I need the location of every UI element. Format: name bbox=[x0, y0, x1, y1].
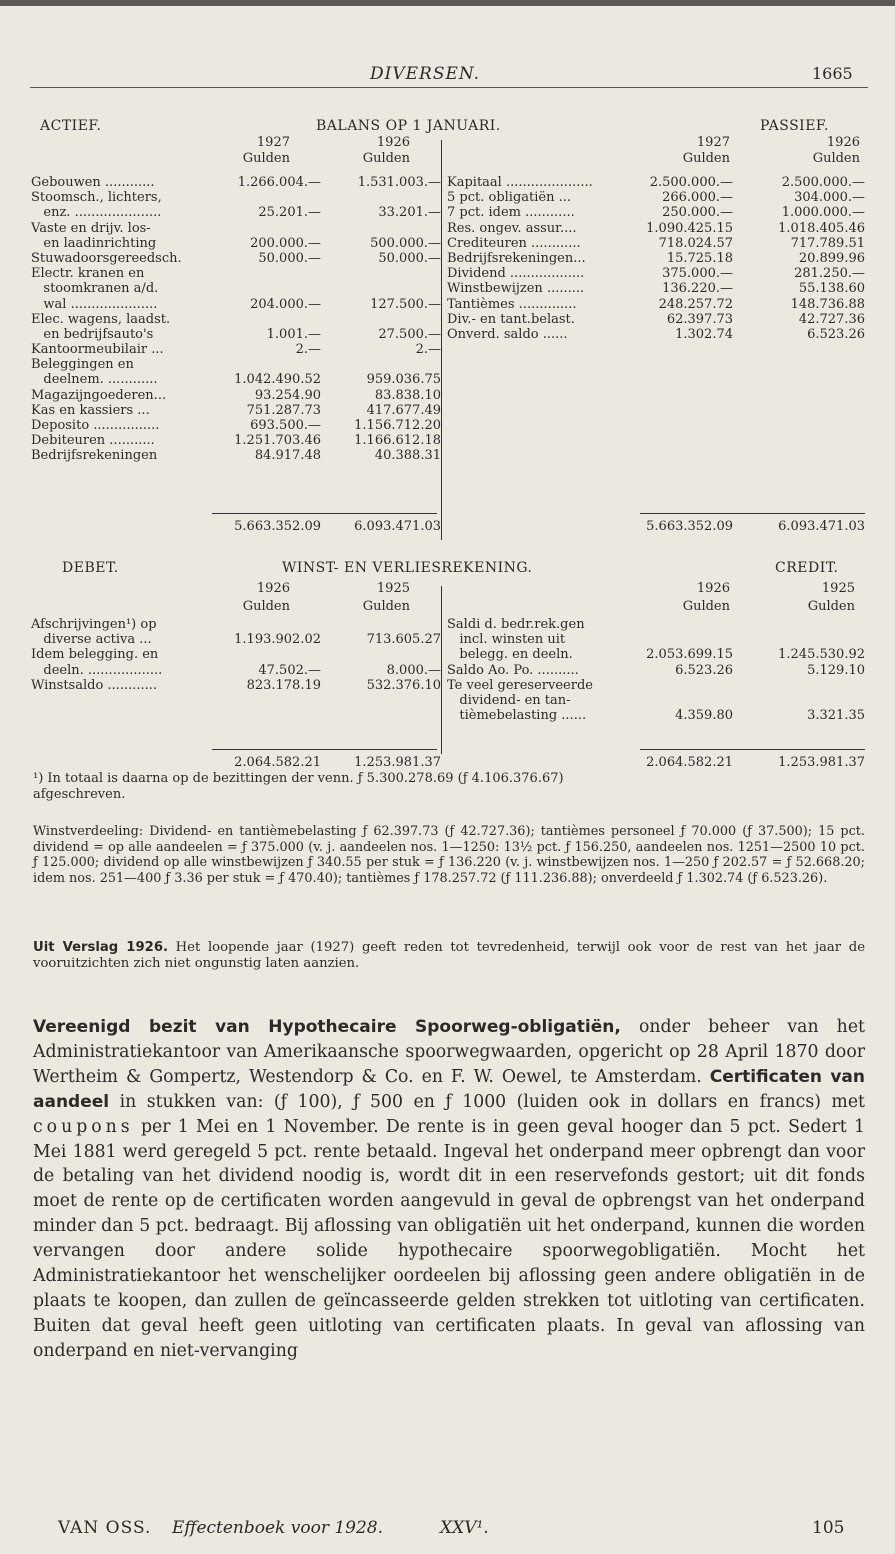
passief-table bbox=[447, 175, 865, 342]
actief-row-value-1: 751.287.73 bbox=[246, 402, 321, 418]
actief-row bbox=[31, 433, 441, 449]
page-title: DIVERSEN. bbox=[370, 64, 481, 84]
credit-total-1926: 2.064.582.21 bbox=[646, 755, 733, 770]
debet-row bbox=[31, 632, 441, 648]
actief-table bbox=[31, 175, 441, 464]
debet-table bbox=[31, 617, 441, 693]
debet-row bbox=[31, 617, 431, 632]
credit-row-label: incl. winsten uit bbox=[447, 632, 566, 648]
debet-row-value-2: 8.000.— bbox=[386, 662, 441, 678]
credit-caption: CREDIT. bbox=[775, 560, 839, 576]
actief-row bbox=[31, 266, 431, 281]
actief-row-label: en bedrijfsauto's bbox=[31, 326, 154, 342]
passief-row-value-2: 55.138.60 bbox=[798, 281, 865, 297]
actief-row bbox=[31, 448, 441, 464]
debet-row-value-2: 713.605.27 bbox=[366, 632, 441, 648]
credit-row bbox=[447, 693, 865, 708]
passief-row-value-1: 1.090.425.15 bbox=[646, 220, 733, 236]
actief-row-value-2: 127.500.— bbox=[370, 296, 441, 312]
footnote-line-1: ¹) In totaal is daarna op de bezittingen der venn. ƒ 5.300.278.69 (ƒ 4.106.376.67) bbox=[33, 771, 564, 786]
certificaten-heading: Certificaten van aandeel bbox=[33, 1066, 866, 1112]
actief-row-value-1: 200.000.— bbox=[250, 235, 321, 251]
debet-row-label: Idem belegging. en bbox=[31, 647, 159, 663]
footnote bbox=[33, 771, 863, 802]
actief-row-label: Kas en kassiers ... bbox=[31, 402, 150, 418]
actief-row bbox=[31, 402, 441, 418]
actief-unit-2: Gulden bbox=[362, 151, 410, 166]
actief-row-label: Bedrijfsrekeningen bbox=[31, 448, 158, 464]
credit-row bbox=[447, 617, 865, 632]
verslag-paragraph bbox=[33, 940, 865, 971]
passief-row bbox=[447, 251, 865, 266]
credit-total-1925: 1.253.981.37 bbox=[778, 755, 865, 770]
verslag-text: Het loopende jaar (1927) geeft reden tot tevredenheid, terwijl ook voor de rest van het jaar de vooruitzichten zich niet ongunstig laten aanzien. bbox=[33, 940, 865, 971]
actief-row-label: Vaste en drijv. los- bbox=[31, 220, 151, 236]
vereenigd-text-1: onder beheer van het Administratiekantoor van Amerikaansche spoorwegwaarden, opgericht op 28 April 1870 door Wertheim & Gompertz, Westendorp & Co. en F. W. Oewel, te Amsterdam. bbox=[33, 1017, 865, 1087]
passief-row bbox=[447, 190, 865, 205]
actief-row-value-2: 40.388.31 bbox=[374, 448, 441, 464]
passief-year-1: 1927 bbox=[696, 135, 730, 150]
passief-row-value-1: 375.000.— bbox=[662, 266, 733, 282]
actief-row bbox=[31, 281, 431, 296]
actief-row bbox=[31, 190, 431, 205]
actief-row bbox=[31, 235, 441, 251]
debet-caption: DEBET. bbox=[62, 560, 119, 576]
passief-row-value-1: 1.302.74 bbox=[675, 326, 733, 342]
passief-row-label: Winstbewijzen ......... bbox=[447, 281, 585, 297]
actief-row-value-2: 50.000.— bbox=[378, 250, 441, 266]
passief-row-label: Onverd. saldo ...... bbox=[447, 326, 568, 342]
verslag-lead: Uit Verslag 1926. bbox=[33, 940, 169, 955]
actief-row-label: Debiteuren ........... bbox=[31, 433, 155, 449]
debet-row-label: Afschrijvingen¹) op bbox=[31, 617, 157, 632]
actief-row bbox=[31, 205, 441, 221]
debet-row bbox=[31, 677, 441, 693]
passief-row-value-2: 304.000.— bbox=[794, 190, 865, 206]
passief-row-value-1: 248.257.72 bbox=[658, 296, 733, 312]
actief-row-label: Kantoormeubilair ... bbox=[31, 342, 164, 358]
debet-unit-2: Gulden bbox=[362, 599, 410, 614]
credit-unit-2: Gulden bbox=[807, 599, 855, 614]
credit-row-label: belegg. en deeln. bbox=[447, 647, 573, 663]
actief-row-label: Deposito ................ bbox=[31, 418, 160, 433]
actief-row bbox=[31, 357, 431, 372]
credit-row-label: Saldi d. bedr.rek.gen bbox=[447, 617, 585, 632]
actief-row-value-2: 500.000.— bbox=[370, 235, 441, 251]
passief-row bbox=[447, 312, 865, 327]
footer-page-number: 105 bbox=[812, 1518, 845, 1538]
page-number: 1665 bbox=[812, 64, 853, 83]
actief-row-value-1: 1.251.703.46 bbox=[234, 433, 321, 449]
debet-unit-1: Gulden bbox=[242, 599, 290, 614]
credit-total bbox=[447, 755, 865, 770]
actief-row-value-2: 1.531.003.— bbox=[357, 175, 441, 190]
debet-year-1: 1926 bbox=[256, 581, 290, 596]
footer-book-title: Effectenboek voor 1928. bbox=[172, 1518, 384, 1538]
actief-row-value-2: 959.036.75 bbox=[366, 372, 441, 388]
passief-total bbox=[447, 519, 865, 534]
credit-row-label: Saldo Ao. Po. .......... bbox=[447, 662, 579, 678]
debet-row bbox=[31, 662, 441, 678]
vereenigd-text-2: in stukken van: (ƒ 100), ƒ 500 en ƒ 1000 (luiden ook in dollars en francs) met bbox=[109, 1091, 865, 1112]
actief-row bbox=[31, 312, 431, 327]
passief-unit-2: Gulden bbox=[812, 151, 860, 166]
passief-row-value-2: 2.500.000.— bbox=[781, 175, 865, 190]
actief-row-label: Gebouwen ............ bbox=[31, 175, 155, 190]
debet-row-value-1: 823.178.19 bbox=[246, 677, 321, 693]
passief-row-value-1: 15.725.18 bbox=[666, 250, 733, 266]
actief-row-label: wal ..................... bbox=[31, 296, 158, 312]
actief-row-value-2: 1.156.712.20 bbox=[354, 418, 441, 433]
actief-row-value-2: 2.— bbox=[415, 342, 441, 358]
vereenigd-paragraph bbox=[33, 1015, 865, 1364]
actief-row-value-2: 33.201.— bbox=[378, 205, 441, 221]
credit-row bbox=[447, 678, 865, 693]
actief-row-label: Beleggingen en bbox=[31, 357, 134, 373]
debet-row-value-1: 47.502.— bbox=[258, 662, 321, 678]
passief-row-label: Res. ongev. assur.... bbox=[447, 220, 577, 236]
actief-total-rule bbox=[212, 513, 437, 514]
debet-total bbox=[31, 755, 441, 770]
actief-year-1: 1927 bbox=[256, 135, 290, 150]
credit-row-label: dividend- en tan- bbox=[447, 692, 571, 708]
debet-total-1926: 2.064.582.21 bbox=[234, 755, 321, 770]
credit-row bbox=[447, 708, 865, 723]
passief-row-value-1: 266.000.— bbox=[662, 190, 733, 206]
passief-caption: PASSIEF. bbox=[760, 118, 829, 134]
actief-row-label: Stoomsch., lichters, bbox=[31, 190, 162, 206]
passief-total-rule bbox=[640, 513, 865, 514]
credit-row-value-2: 1.245.530.92 bbox=[778, 647, 865, 663]
actief-total-1927: 5.663.352.09 bbox=[234, 519, 321, 534]
actief-row bbox=[31, 387, 441, 403]
actief-row-value-1: 2.— bbox=[295, 342, 321, 358]
passief-row-value-1: 250.000.— bbox=[662, 205, 733, 221]
winstverdeeling-paragraph: Winstverdeeling: Dividend- en tantièmebelasting ƒ 62.397.73 (ƒ 42.727.36); tantièmes personeel ƒ 70.000 (ƒ 37.500); 15 pct. dividend = op alle aandeelen = ƒ 375.000 (v. j. aandeelen nos. 1—1250: 13½ pct. ƒ 156.250, aandeelen nos. 1251—2500 10 pct. ƒ 125.000; dividend op alle winstbewijzen ƒ 340.55 per stuk = ƒ 136.220 (v. j. winstbewijzen nos. 1—250 ƒ 202.57 = ƒ 52.668.20; idem nos. 251—400 ƒ 3.36 per stuk = ƒ 470.40); tantièmes ƒ 178.257.72 (ƒ 111.236.88); onverdeeld ƒ 1.302.74 (ƒ 6.523.26). bbox=[33, 824, 865, 886]
passief-row-label: Tantièmes .............. bbox=[447, 296, 577, 312]
passief-row-label: Kapitaal ..................... bbox=[447, 175, 593, 190]
actief-row-value-2: 417.677.49 bbox=[366, 402, 441, 418]
actief-row-label: Electr. kranen en bbox=[31, 266, 145, 282]
debet-row-value-2: 532.376.10 bbox=[366, 677, 441, 693]
debet-row-value-1: 1.193.902.02 bbox=[234, 632, 321, 648]
actief-row-label: deelnem. ............ bbox=[31, 372, 158, 388]
top-border bbox=[0, 0, 895, 6]
winst-title: WINST- EN VERLIESREKENING. bbox=[282, 560, 533, 576]
vereenigd-lead: Vereenigd bezit van Hypothecaire Spoorweg-obligatiën, bbox=[33, 1017, 621, 1037]
actief-row-label: Magazijngoederen... bbox=[31, 387, 167, 403]
passief-row bbox=[447, 175, 865, 190]
actief-row-value-1: 204.000.— bbox=[250, 296, 321, 312]
passief-row-value-2: 20.899.96 bbox=[798, 250, 865, 266]
passief-row bbox=[447, 221, 865, 236]
actief-row bbox=[31, 372, 441, 388]
debet-row-label: deeln. .................. bbox=[31, 662, 163, 678]
actief-row-value-2: 83.838.10 bbox=[374, 387, 441, 403]
credit-row-value-2: 5.129.10 bbox=[807, 662, 865, 678]
actief-row-value-1: 693.500.— bbox=[250, 418, 321, 433]
passief-row bbox=[447, 327, 865, 342]
header-divider bbox=[30, 87, 868, 88]
actief-row-label: en laadinrichting bbox=[31, 235, 157, 251]
credit-row-label: Te veel gereserveerde bbox=[447, 677, 593, 693]
passief-row bbox=[447, 281, 865, 296]
passief-row bbox=[447, 297, 865, 312]
credit-row-value-1: 6.523.26 bbox=[675, 662, 733, 678]
passief-row-value-2: 148.736.88 bbox=[790, 296, 865, 312]
passief-row-label: Bedrijfsrekeningen... bbox=[447, 250, 586, 266]
debet-row-label: Winstsaldo ............ bbox=[31, 677, 158, 693]
credit-row bbox=[447, 632, 865, 647]
passief-row bbox=[447, 236, 865, 251]
passief-total-1927: 5.663.352.09 bbox=[646, 519, 733, 534]
passief-row-value-1: 62.397.73 bbox=[666, 311, 733, 327]
credit-row-value-2: 3.321.35 bbox=[807, 708, 865, 724]
credit-unit-1: Gulden bbox=[682, 599, 730, 614]
actief-unit-1: Gulden bbox=[242, 151, 290, 166]
actief-total-1926: 6.093.471.03 bbox=[354, 519, 441, 534]
debet-row-label: diverse activa ... bbox=[31, 632, 152, 648]
balans-title: BALANS OP 1 JANUARI. bbox=[316, 118, 501, 134]
footer-publisher: VAN OSS. bbox=[58, 1518, 152, 1538]
vereenigd-text-3: per 1 Mei en 1 November. De rente is in geen geval hooger dan 5 pct. Sedert 1 Mei 1881 werd geregeld 5 pct. rente betaald. Ingeval het onderpand meer opbrengt dan voor de betaling van het dividend noodig is, wordt dit in een reservefonds gestort; uit dit fonds moet de rente op de certificaten worden aangevuld in geval de opbrengst van het onderpand minder dan 5 pct. bedraagt. Bij aflossing van obligatiën uit het onderpand, kunnen die worden vervangen door andere solide hypothecaire spoorwegobligatiën. Mocht het Administratiekantoor het wenschelijker oordeelen bij aflossing geen andere obligatiën in de plaats te koopen, dan zullen de geïncasseerde gelden strekken tot uitloting van certificaten. Buiten dat geval heeft geen uitloting van certificaten plaats. In geval van aflossing van onderpand en niet-vervanging bbox=[33, 1116, 865, 1361]
actief-row bbox=[31, 221, 431, 236]
passief-row-value-2: 42.727.36 bbox=[798, 311, 865, 327]
credit-year-2: 1925 bbox=[821, 581, 855, 596]
actief-row bbox=[31, 326, 441, 342]
actief-row bbox=[31, 418, 441, 433]
debet-total-rule bbox=[212, 749, 437, 750]
passief-row-value-1: 2.500.000.— bbox=[649, 175, 733, 190]
actief-row-value-1: 25.201.— bbox=[258, 205, 321, 221]
passief-total-1926: 6.093.471.03 bbox=[778, 519, 865, 534]
actief-row-value-2: 27.500.— bbox=[378, 326, 441, 342]
credit-row-value-1: 4.359.80 bbox=[675, 708, 733, 724]
balans-column-divider bbox=[441, 140, 442, 540]
passief-row-value-2: 717.789.51 bbox=[790, 235, 865, 251]
passief-row-label: Crediteuren ............ bbox=[447, 235, 581, 251]
passief-unit-1: Gulden bbox=[682, 151, 730, 166]
actief-year-2: 1926 bbox=[376, 135, 410, 150]
actief-row-label: Stuwadoorsgereedsch. bbox=[31, 250, 182, 266]
passief-row-value-2: 6.523.26 bbox=[807, 326, 865, 342]
credit-row-label: tièmebelasting ...... bbox=[447, 708, 587, 724]
actief-row-value-1: 1.001.— bbox=[266, 326, 321, 342]
actief-row bbox=[31, 250, 441, 266]
winst-column-divider bbox=[441, 586, 442, 754]
passief-row-label: Div.- en tant.belast. bbox=[447, 311, 575, 327]
debet-row bbox=[31, 647, 431, 662]
actief-row-label: Elec. wagens, laadst. bbox=[31, 311, 171, 327]
credit-row bbox=[447, 663, 865, 678]
credit-total-rule bbox=[640, 749, 865, 750]
actief-row bbox=[31, 296, 441, 312]
passief-row-value-2: 1.018.405.46 bbox=[778, 220, 865, 236]
debet-total-1925: 1.253.981.37 bbox=[354, 755, 441, 770]
footnote-line-2: afgeschreven. bbox=[33, 786, 126, 802]
passief-row-value-2: 1.000.000.— bbox=[781, 205, 865, 221]
credit-row-value-1: 2.053.699.15 bbox=[646, 647, 733, 663]
passief-row-value-1: 718.024.57 bbox=[658, 235, 733, 251]
passief-row-label: 5 pct. obligatiën ... bbox=[447, 190, 572, 206]
actief-row-value-2: 1.166.612.18 bbox=[354, 433, 441, 449]
passief-year-2: 1926 bbox=[826, 135, 860, 150]
passief-row-label: 7 pct. idem ............ bbox=[447, 205, 575, 221]
actief-caption: ACTIEF. bbox=[40, 118, 102, 134]
passief-row-value-2: 281.250.— bbox=[794, 266, 865, 282]
actief-total bbox=[31, 519, 441, 534]
actief-row-value-1: 50.000.— bbox=[258, 250, 321, 266]
actief-row-value-1: 93.254.90 bbox=[254, 387, 321, 403]
actief-row-value-1: 84.917.48 bbox=[254, 448, 321, 464]
passief-row bbox=[447, 205, 865, 220]
coupons-term: coupons bbox=[33, 1116, 134, 1137]
credit-year-1: 1926 bbox=[696, 581, 730, 596]
credit-row bbox=[447, 647, 865, 662]
actief-row-label: enz. ..................... bbox=[31, 205, 162, 221]
debet-year-2: 1925 bbox=[376, 581, 410, 596]
footer-volume: XXV¹. bbox=[440, 1518, 489, 1538]
credit-table bbox=[447, 617, 865, 723]
actief-row bbox=[31, 175, 441, 190]
passief-row bbox=[447, 266, 865, 281]
passief-row-value-1: 136.220.— bbox=[662, 281, 733, 297]
actief-row-label: stoomkranen a/d. bbox=[31, 281, 159, 297]
actief-row-value-1: 1.266.004.— bbox=[237, 175, 321, 190]
actief-row bbox=[31, 342, 441, 358]
passief-row-label: Dividend .................. bbox=[447, 266, 585, 282]
actief-row-value-1: 1.042.490.52 bbox=[234, 372, 321, 388]
